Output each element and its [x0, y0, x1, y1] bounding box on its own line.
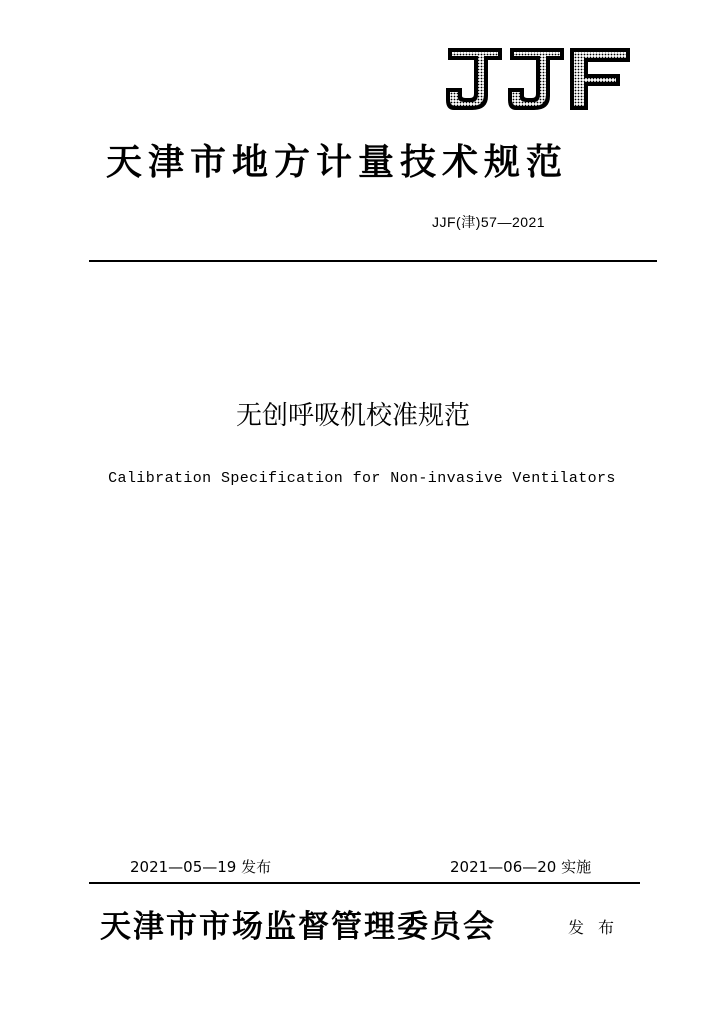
- issuer-action-label: 发布: [568, 918, 629, 937]
- document-code: JJF(津)57—2021: [432, 214, 546, 230]
- bottom-divider: [89, 882, 640, 884]
- issue-date: 2021—05—19 发布: [130, 858, 272, 876]
- jjf-logo-icon: [444, 44, 632, 114]
- issuing-authority: 天津市市场监督管理委员会: [100, 909, 496, 945]
- document-title-en: Calibration Specification for Non-invasive Ventilators: [108, 470, 616, 487]
- top-divider: [89, 260, 657, 262]
- document-title-cn: 无创呼吸机校准规范: [235, 401, 470, 431]
- implementation-date: 2021—06—20 实施: [450, 858, 592, 876]
- authority-title: 天津市地方计量技术规范: [106, 141, 569, 183]
